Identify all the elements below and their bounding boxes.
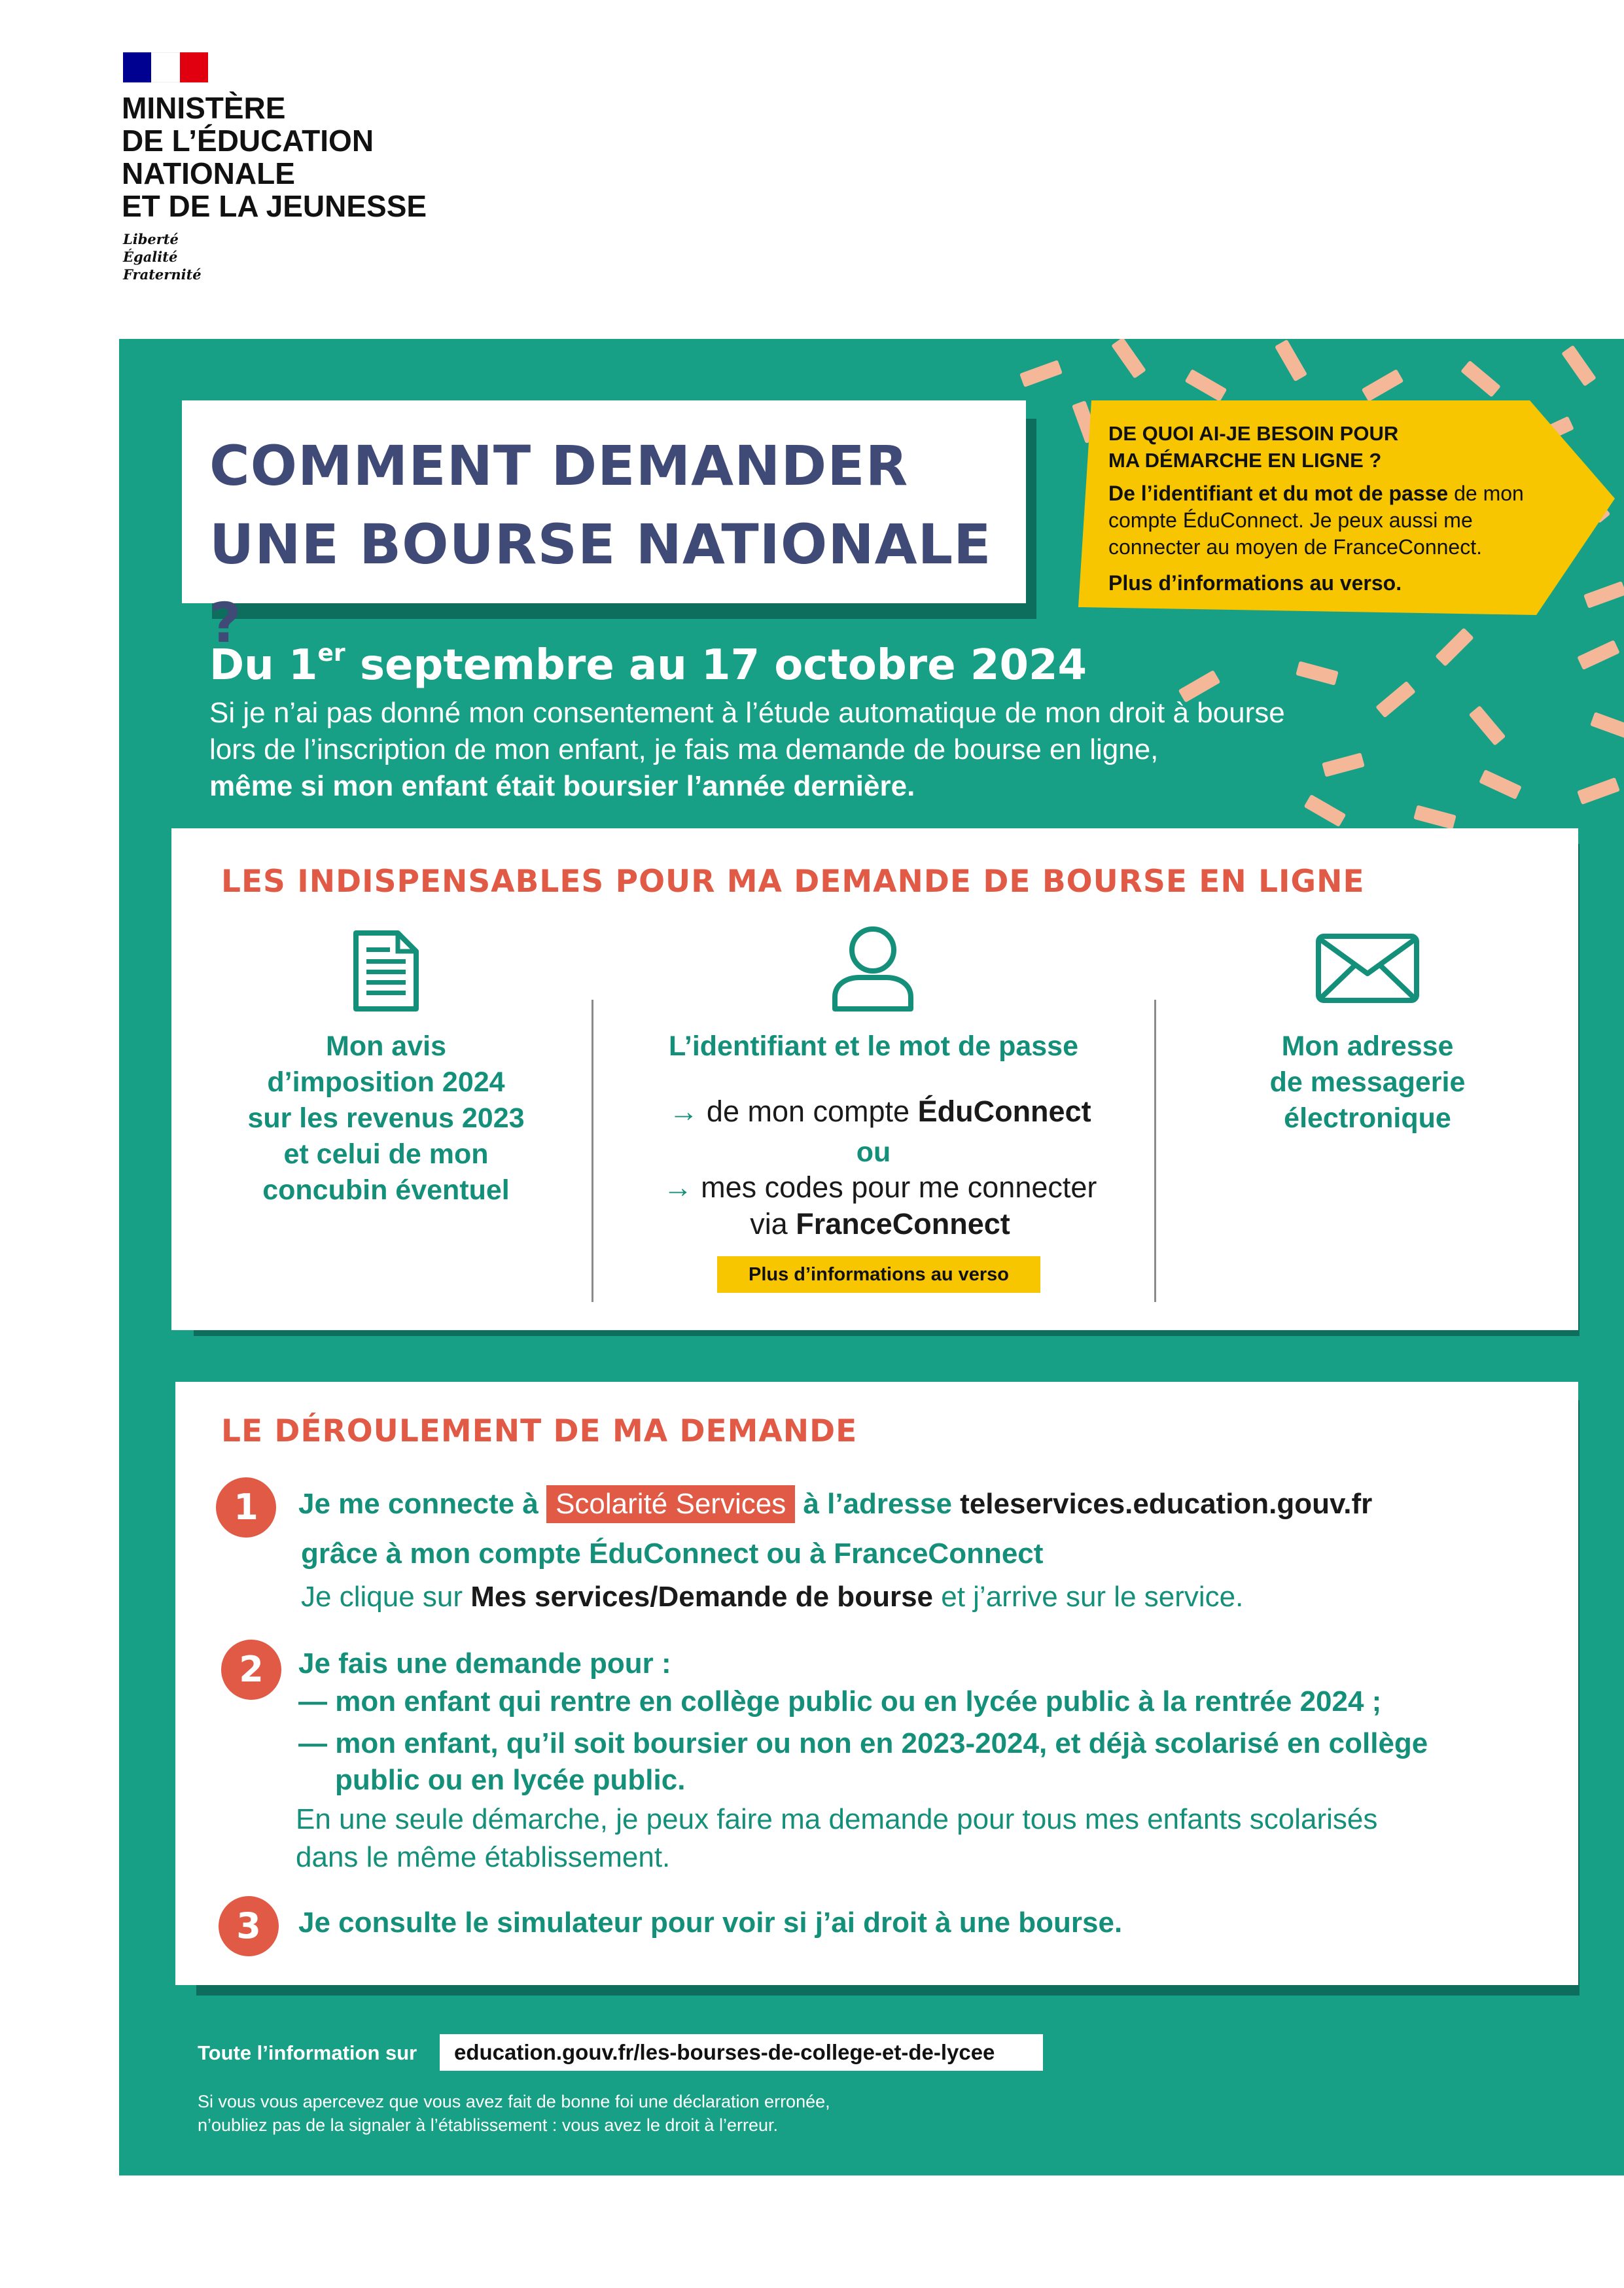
tax-notice-line: et celui de mon [283, 1138, 489, 1170]
period-prefix: Du 1 [209, 641, 318, 690]
step-2-item-2 [298, 1725, 1542, 1763]
confetti-dash [1019, 360, 1063, 387]
educonnect-option [625, 1093, 1135, 1131]
document-icon [352, 929, 420, 1013]
email-line: Mon adresse [1281, 1030, 1454, 1062]
needs-tag-bold: De l’identifiant et du mot de passe [1108, 482, 1449, 505]
info-label: Toute l’information sur [198, 2041, 417, 2064]
option-text: via [750, 1207, 796, 1241]
step-text: grâce à mon compte ÉduConnect ou à FranceConnect [301, 1538, 1044, 1570]
tax-notice-line: concubin éventuel [262, 1174, 510, 1206]
educonnect-name: ÉduConnect [917, 1095, 1091, 1128]
step-3-line-1 [298, 1904, 1542, 1942]
republic-motto [123, 230, 202, 283]
confetti-dash [1577, 777, 1620, 805]
envelope-icon [1315, 933, 1420, 1004]
ministry-line: MINISTÈRE [122, 91, 286, 125]
page-title [209, 427, 1021, 662]
confetti-dash [1561, 345, 1597, 386]
marianne-logo [123, 52, 208, 82]
email-text [1171, 1029, 1564, 1136]
teleservices-url: teleservices.education.gouv.fr [960, 1488, 1373, 1520]
step-text: public ou en lycée public. [335, 1764, 686, 1796]
intro-line-bold: même si mon enfant était boursier l’année dernière. [209, 770, 915, 802]
step-2-item-2-cont [335, 1761, 1545, 1799]
tax-notice-line: sur les revenus 2023 [247, 1102, 525, 1134]
footer-note-line: Si vous vous apercevez que vous avez fait de bonne foi une déclaration erronée, [198, 2092, 830, 2111]
confetti-dash [1275, 340, 1307, 382]
needs-tag [1108, 420, 1566, 597]
step-2-line-1 [298, 1645, 1542, 1683]
step-1-line-2 [301, 1535, 1544, 1573]
confetti-dash [1590, 712, 1624, 739]
step-number: 3 [219, 1896, 279, 1956]
ministry-line: ET DE LA JEUNESSE [122, 189, 427, 223]
step-text: Je me connecte à [298, 1488, 547, 1520]
dash: — [298, 1727, 327, 1759]
intro-line: Si je n’ai pas donné mon consentement à l’étude automatique de mon droit à bourse [209, 697, 1285, 729]
step-text: Je clique sur [301, 1581, 471, 1613]
step-text: mon enfant qui rentre en collège public ou en lycée public à la rentrée 2024 ; [335, 1685, 1382, 1717]
step-text: Je fais une demande pour : [298, 1647, 671, 1680]
column-divider [591, 1000, 593, 1302]
confetti-dash [1460, 361, 1501, 398]
needs-tag-heading: MA DÉMARCHE EN LIGNE ? [1108, 449, 1382, 472]
confetti-dash [1362, 369, 1404, 402]
period-suffix: septembre au 17 octobre 2024 [345, 641, 1087, 690]
confetti-dash [1296, 661, 1339, 685]
tax-notice-text [196, 1029, 576, 1208]
title-line: COMMENT DEMANDER [209, 434, 909, 498]
needs-tag-heading: DE QUOI AI-JE BESOIN POUR [1108, 422, 1399, 445]
needs-tag-text: de mon [1448, 482, 1524, 505]
user-icon [830, 924, 916, 1013]
arrow-right-icon: → [663, 1170, 693, 1204]
step-number: 2 [221, 1640, 281, 1700]
dash: — [298, 1685, 327, 1717]
ministry-line: DE L’ÉDUCATION [122, 124, 374, 158]
step-1-line-3 [301, 1578, 1544, 1616]
step-number: 1 [216, 1477, 276, 1538]
step-1-line-1 [298, 1485, 1542, 1523]
motto-line: Égalité [123, 249, 178, 265]
intro-text [209, 695, 1492, 805]
step-note-line: En une seule démarche, je peux faire ma demande pour tous mes enfants scolarisés [296, 1803, 1378, 1835]
confetti-dash [1577, 640, 1619, 670]
needs-tag-text: connecter au moyen de FranceConnect. [1108, 535, 1482, 559]
motto-line: Fraternité [123, 266, 202, 283]
motto-line: Liberté [123, 231, 179, 247]
tax-notice-line: d’imposition 2024 [267, 1066, 505, 1098]
flag-blue [123, 52, 151, 82]
application-period [209, 638, 1087, 693]
step-text: et j’arrive sur le service. [933, 1581, 1244, 1613]
ministry-line: NATIONALE [122, 156, 295, 190]
franceconnect-name: FranceConnect [796, 1207, 1010, 1241]
needs-tag-text: compte ÉduConnect. Je peux aussi me [1108, 508, 1473, 532]
confetti-dash [1111, 339, 1146, 379]
footer-note [198, 2090, 1114, 2137]
franceconnect-option [625, 1169, 1135, 1206]
title-line: UNE BOURSE NATIONALE ? [209, 512, 992, 655]
option-text: de mon compte [706, 1095, 918, 1128]
period-sup: er [317, 640, 345, 667]
confetti-dash [1435, 627, 1474, 666]
or-separator: ou [856, 1136, 891, 1168]
step-2-note [296, 1801, 1539, 1876]
confetti-dash [1413, 805, 1456, 829]
option-text: mes codes pour me connecter [701, 1170, 1097, 1204]
info-url-link[interactable]: education.gouv.fr/les-bourses-de-college-et-de-lycee [440, 2034, 1043, 2071]
flag-red [180, 52, 208, 82]
step-text: Je consulte le simulateur pour voir si j’ai droit à une bourse. [298, 1907, 1123, 1939]
flag-white [151, 52, 179, 82]
credentials-heading: L’identifiant et le mot de passe [668, 1030, 1079, 1062]
email-line: de messagerie [1269, 1066, 1466, 1098]
column-divider [1154, 1000, 1156, 1302]
service-name-badge: Scolarité Services [546, 1485, 795, 1523]
menu-path: Mes services/Demande de bourse [470, 1581, 934, 1613]
needs-tag-more: Plus d’informations au verso. [1108, 571, 1402, 595]
more-info-badge: Plus d’informations au verso [717, 1256, 1040, 1293]
tax-notice-line: Mon avis [326, 1030, 446, 1062]
arrow-right-icon: → [669, 1095, 699, 1128]
ministry-name [122, 92, 488, 222]
intro-line: lors de l’inscription de mon enfant, je fais ma demande de bourse en ligne, [209, 733, 1159, 766]
step-note-line: dans le même établissement. [296, 1841, 671, 1873]
steps-title: LE DÉROULEMENT DE MA DEMANDE [221, 1413, 858, 1449]
step-text: mon enfant, qu’il soit boursier ou non en 2023-2024, et déjà scolarisé en collège [335, 1727, 1428, 1759]
franceconnect-option-line2 [625, 1205, 1135, 1243]
step-text: à l’adresse [795, 1488, 961, 1520]
email-line: électronique [1284, 1102, 1451, 1134]
step-2-item-1 [298, 1683, 1542, 1721]
confetti-dash [1185, 369, 1227, 402]
footer-note-line: n’oubliez pas de la signaler à l’établissement : vous avez le droit à l’erreur. [198, 2115, 778, 2135]
essentials-title: LES INDISPENSABLES POUR MA DEMANDE DE BOURSE EN LIGNE [221, 864, 1365, 900]
